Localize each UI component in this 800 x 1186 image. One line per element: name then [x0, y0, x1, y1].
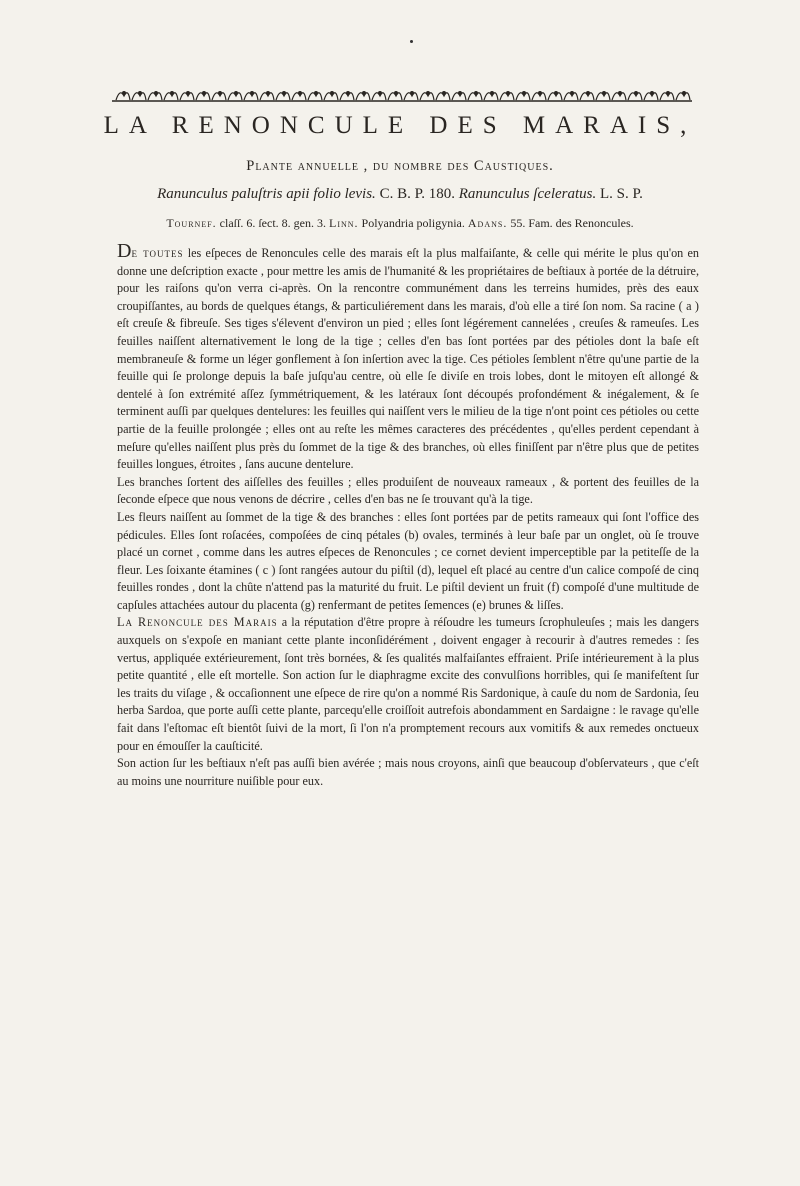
synonym-latin-1: Ranunculus paluſtris apii folio levis. [157, 186, 376, 202]
paragraph-flowers: Les fleurs naiſſent au ſommet de la tige & des branches : elles ſont portées par de petits rameaux qui ſont l'office des pédicules. Elles ſont roſacées, compoſées de cinq pétales (b) ovales, terminés à leur baſe par un onglet, où ſe trouve placé un cornet , comme dans les autres eſpeces de Renoncules ; ce cornet devient imperceptible par la petiteſſe de la fleur. Les ſoixante étamines ( c ) ſont rangées autour du piſtil (d), lequel eſt placé au centre d'un calice compoſé de cinq feuilles rondes , dont la chûte n'attend pas la maturité du fruit. Le piſtil devient un fruit (f) compoſé d'une multitude de capſules attachées autour du placenta (g) renfermant de petites ſemences (e) brunes & liſſes. [117, 509, 699, 612]
ref-text-3: 55. Fam. des Renoncules. [507, 216, 634, 230]
ink-speck [410, 40, 413, 43]
synonym-ref-1: C. B. P. 180. [375, 186, 459, 202]
ref-text-2: Polyandria poligynia. [358, 216, 468, 230]
synonym-latin-2: Ranunculus ſceleratus. [458, 186, 597, 202]
classification-references [60, 216, 740, 231]
plant-name-small-caps: La Renoncule des Marais [117, 615, 278, 630]
page-title: LA RENONCULE DES MARAIS, [103, 112, 697, 139]
ref-author-linnaeus: Linn. [328, 216, 359, 230]
page-subtitle: Plante annuelle , du nombre des Caustiques. [246, 158, 554, 174]
paragraph-livestock: Son action ſur les beſtiaux n'eſt pas auſſi bien avérée ; mais nous croyons, ainſi que beaucoup d'obſervateurs , que c'eſt au moins une nourriture nuiſible pour eux. [117, 756, 699, 788]
ref-author-adanson: Adans. [467, 216, 508, 230]
decorative-border-ornament [112, 86, 692, 106]
article-body [117, 240, 699, 790]
botanical-synonyms [60, 186, 740, 203]
synonym-ref-2: L. S. P. [596, 186, 643, 202]
paragraph-branches: Les branches ſortent des aiſſelles des feuilles ; elles produiſent de nouveaux rameaux , & portent des feuilles de la ſeconde eſpece que nous venons de décrire , celles d'en bas ne ſe trouvant qu'à la tige. [117, 474, 699, 507]
paragraph-properties [117, 614, 699, 755]
paragraph-description [117, 240, 699, 474]
opening-small-caps: e toutes [131, 246, 184, 260]
paragraph-4-text: a la réputation d'être propre à réſoudre les tumeurs ſcrophuleuſes ; mais les dangers auxquels on s'expoſe en maniant cette plante inconſidérément , doivent engager à recourir à d'autres remedes : ſes vertus, appliquée extérieurement, ſont très bornées, & ſes qualités malfaiſantes effraient. Priſe intérieurement à la plus petite quantité , elle eſt mortelle. Son action ſur le diaphragme excite des convulſions horribles, qui ſe manifeſtent ſur les traits du viſage , & occaſionnent une eſpece de rire qu'on a nommé Ris Sardonique, à cauſe du nom de Sardonia, ſeu herba Sardoa, que porte auſſi cette plante, parcequ'elle croiſſoit autrefois abondamment en Sardaigne : le ravage qu'elle fait dans l'eſtomac eſt bientôt ſuivi de la mort, ſi l'on n'a promptement recours aux vomitifs & aux remedes onctueux pour en émouſſer la cauſticité. [117, 615, 699, 753]
drop-cap: D [117, 240, 132, 262]
ref-text-1: claſſ. 6. ſect. 8. gen. 3. [216, 216, 329, 230]
paragraph-1-text: les eſpeces de Renoncules celle des marais eſt la plus malfaiſante, & celle qui mérite le plus qu'on en donne une deſcription exacte , pour mettre les amis de l'humanité & les propriétaires de beſtiaux à portée de la détruire, pour les raiſons qu'on verra ci-après. On la rencontre communément dans les terreins humides, près des eaux croupiſſantes, au bords de quelques étangs, & particuliérement dans les marais, d'où elle a tiré ſon nom. Sa racine ( a ) eſt creuſe & fibreuſe. Ses tiges s'élevent d'environ un pied ; elles ſont légérement cannelées , creuſes & rameuſes. Les feuilles naiſſent alternativement le long de la tige ; celles d'en bas ſont portées par des pétioles dont la baſe eſt membraneuſe & forme un léger gonflement à ſon inſertion avec la tige. Ces pétioles ſemblent n'être qu'une partie de la feuille qui ſe prolonge depuis la baſe juſqu'au centre, où elle ſe diviſe en trois lobes, dont le mitoyen eſt allongé & dentelé à ſon extrémité aſſez ſymmétriquement, & les latéraux ſont découpés profondément & inégalement, & ſe terminent auſſi par quelques dentelures: les feuilles qui naiſſent vers le milieu de la tige n'ont point ces pétioles ou cette partie de la feuille prolongée ; elles ont au reſte les mêmes caracteres des précédentes , qu'elles perdent cependant à meſure qu'elles naiſſent plus près du ſommet de la tige & des branches, où elles finiſſent par n'être plus que de petites feuilles longues, étroites , ſans aucune dentelure. [117, 246, 699, 472]
ref-author-tournefort: Tournef. [166, 216, 217, 230]
